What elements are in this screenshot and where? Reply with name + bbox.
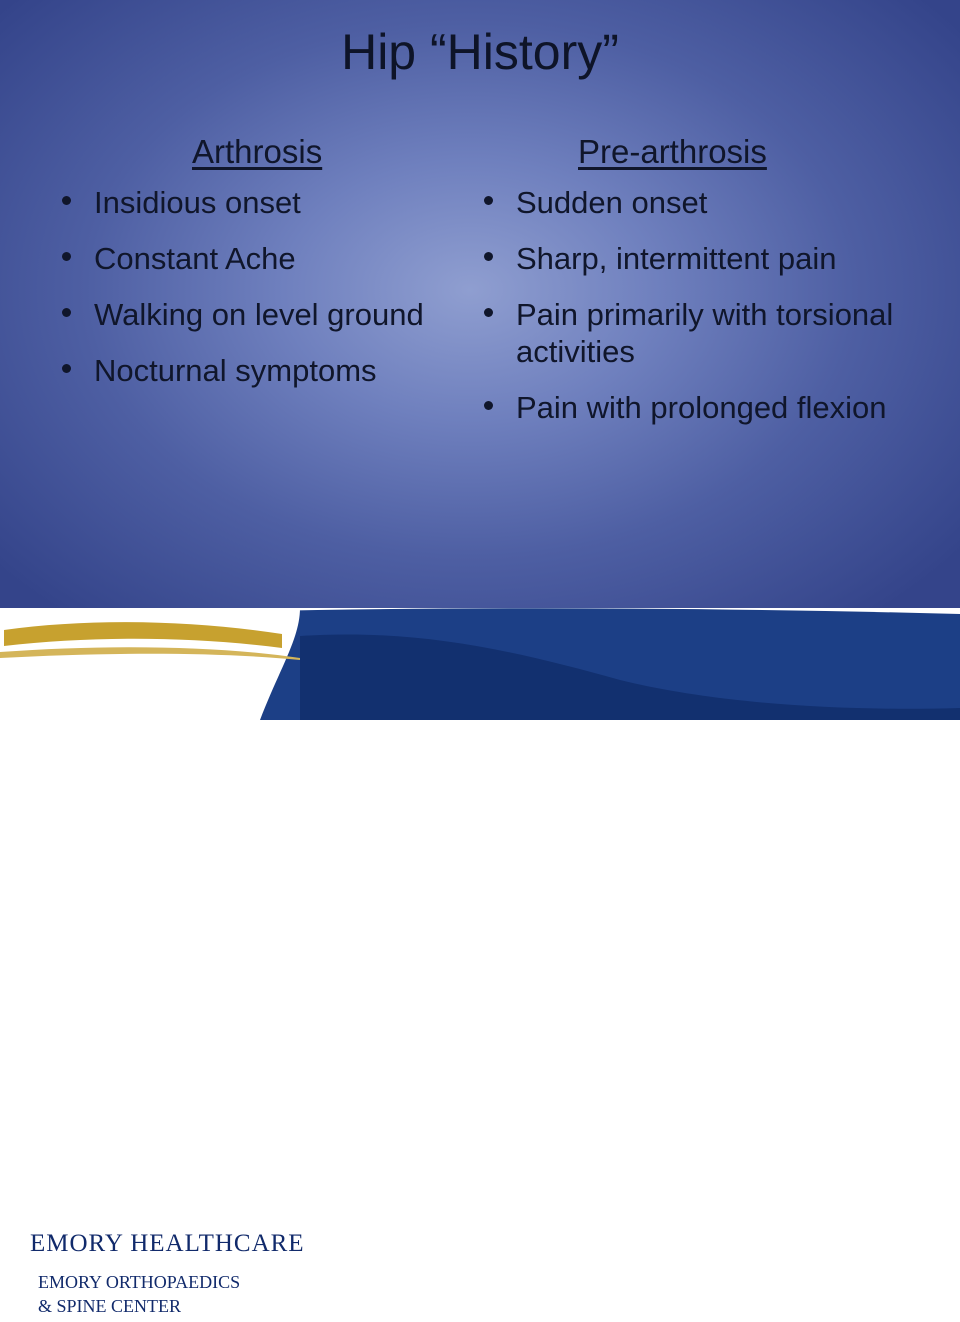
footer-banner xyxy=(0,608,960,1321)
list-item: Nocturnal symptoms xyxy=(58,352,458,389)
bullet-icon xyxy=(62,364,71,373)
arthrosis-list xyxy=(58,184,458,389)
bullet-icon xyxy=(62,196,71,205)
arthrosis-column xyxy=(58,130,458,408)
bullet-icon xyxy=(62,308,71,317)
slide-title: Hip “History” xyxy=(341,24,619,80)
bullet-icon xyxy=(484,308,493,317)
list-item: Sudden onset xyxy=(480,184,900,221)
list-item: Constant Ache xyxy=(58,240,458,277)
bullet-icon xyxy=(484,252,493,261)
department-line-1: EMORY ORTHOPAEDICS xyxy=(38,1272,241,1292)
bullet-icon xyxy=(484,401,493,410)
pre-arthrosis-column xyxy=(480,130,900,445)
list-item: Pain primarily with torsional activities xyxy=(480,296,900,370)
arthrosis-heading: Arthrosis xyxy=(192,133,323,170)
pre-arthrosis-list xyxy=(480,184,900,426)
list-item: Sharp, intermittent pain xyxy=(480,240,900,277)
bullet-icon xyxy=(62,252,71,261)
list-item: Insidious onset xyxy=(58,184,458,221)
pre-arthrosis-heading: Pre-arthrosis xyxy=(578,133,767,170)
emory-healthcare-logo-text: EMORY HEALTHCARE xyxy=(30,1230,305,1257)
tagline: Advancing the Possibilities® xyxy=(689,1296,946,1321)
bullet-icon xyxy=(484,196,493,205)
department-line-2: & SPINE CENTER xyxy=(38,1296,182,1316)
list-item: Walking on level ground xyxy=(58,296,458,333)
list-item: Pain with prolonged flexion xyxy=(480,389,900,426)
footer-swoosh xyxy=(0,608,960,720)
